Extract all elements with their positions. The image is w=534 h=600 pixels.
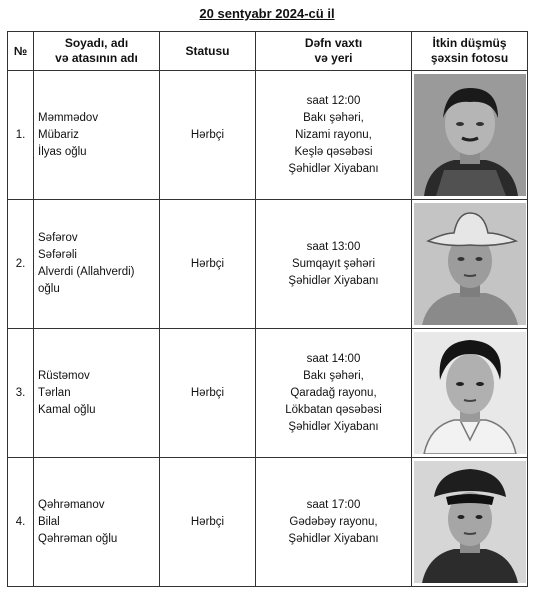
person-photo-cell [412, 329, 528, 458]
missing-persons-table [7, 31, 528, 587]
burial-line: Bakı şəhəri, [303, 111, 364, 124]
burial-line: Keşlə qəsəbəsi [294, 145, 373, 158]
burial-line: Şəhidlər Xiyabanı [288, 274, 379, 287]
name-line: Mübariz [38, 128, 79, 141]
row-number: 2. [8, 200, 34, 329]
burial-line: saat 17:00 [306, 498, 361, 511]
burial-line: Sumqayıt şəhəri [291, 257, 376, 270]
name-line: oğlu [38, 283, 60, 295]
person-name [34, 200, 160, 329]
burial-line: saat 13:00 [306, 240, 361, 253]
name-line: Tərlan [38, 386, 71, 399]
person-name [34, 458, 160, 587]
name-line: Alverdi (Allahverdi) [38, 266, 135, 278]
name-line: Səfərəli [38, 249, 77, 261]
table-row [8, 458, 528, 587]
name-line: İlyas oğlu [38, 145, 87, 158]
header-burial [256, 32, 412, 71]
burial-line: Şəhidlər Xiyabanı [288, 532, 379, 545]
burial-line: saat 14:00 [306, 352, 361, 365]
person-status: Hərbçi [160, 329, 256, 458]
row-number: 1. [8, 71, 34, 200]
header-name-line: və atasının adı [55, 51, 138, 65]
burial-info [256, 71, 412, 200]
header-burial-line: Dəfn vaxtı [304, 36, 363, 50]
table-row [8, 71, 528, 200]
name-line: Rüstəmov [38, 369, 90, 382]
person-name [34, 329, 160, 458]
header-number: № [8, 32, 34, 71]
row-number: 4. [8, 458, 34, 587]
burial-info [256, 200, 412, 329]
table-header-row [8, 32, 528, 71]
burial-line: Bakı şəhəri, [303, 369, 364, 382]
table-row [8, 200, 528, 329]
person-photo [414, 74, 526, 196]
burial-line: Şəhidlər Xiyabanı [288, 420, 379, 433]
table-row [8, 329, 528, 458]
person-photo [414, 332, 526, 454]
name-line: Qəhrəman oğlu [38, 532, 118, 545]
header-photo [412, 32, 528, 71]
header-photo-line: İtkin düşmüş [432, 36, 507, 50]
burial-info [256, 458, 412, 587]
person-photo [414, 203, 526, 325]
person-status: Hərbçi [160, 71, 256, 200]
name-line: Bilal [38, 515, 60, 528]
name-line: Kamal oğlu [38, 403, 96, 416]
document-title: 20 sentyabr 2024-cü il [199, 6, 335, 21]
burial-info [256, 329, 412, 458]
name-line: Səfərov [38, 232, 78, 244]
header-burial-line: və yeri [314, 51, 353, 65]
header-name-line: Soyadı, adı [64, 36, 129, 50]
row-number: 3. [8, 329, 34, 458]
person-name [34, 71, 160, 200]
burial-line: Nizami rayonu, [295, 128, 372, 141]
person-status: Hərbçi [160, 458, 256, 587]
person-photo-cell [412, 200, 528, 329]
burial-line: Gədəbəy rayonu, [289, 515, 378, 528]
burial-line: Qaradağ rayonu, [290, 386, 377, 399]
burial-line: Şəhidlər Xiyabanı [288, 162, 379, 175]
person-photo-cell [412, 458, 528, 587]
person-status: Hərbçi [160, 200, 256, 329]
burial-line: Lökbatan qəsəbəsi [285, 403, 382, 416]
person-photo [414, 461, 526, 583]
person-photo-cell [412, 71, 528, 200]
header-status: Statusu [160, 32, 256, 71]
burial-line: saat 12:00 [306, 94, 361, 107]
header-name [34, 32, 160, 71]
header-photo-line: şəxsin fotosu [430, 51, 509, 65]
name-line: Məmmədov [38, 111, 99, 124]
name-line: Qəhrəmanov [38, 498, 105, 511]
